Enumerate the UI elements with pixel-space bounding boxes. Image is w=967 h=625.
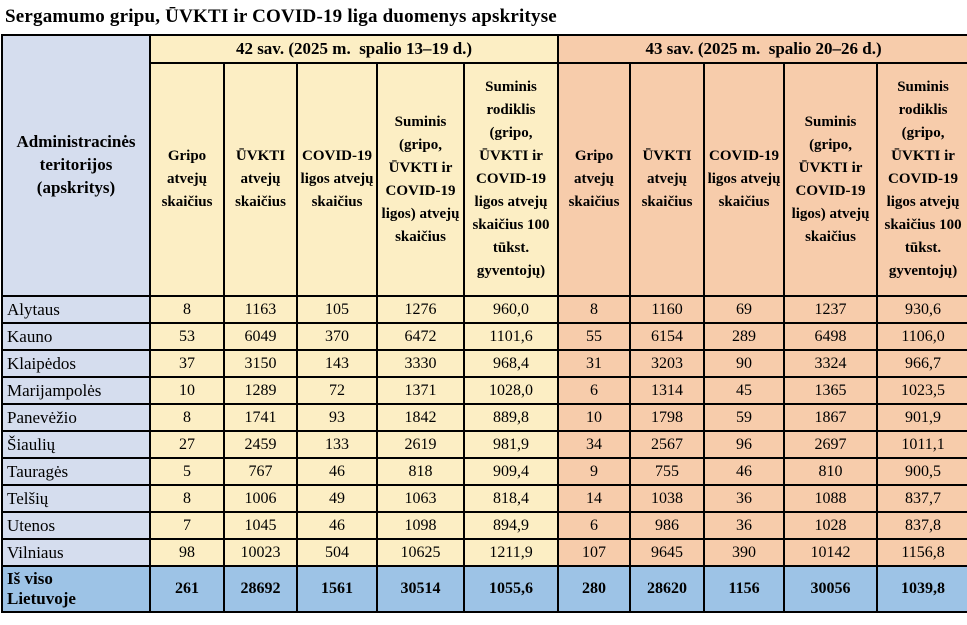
cell: 10023 (224, 539, 297, 566)
cell: 5 (150, 458, 224, 485)
cell: 10625 (377, 539, 464, 566)
cell: 8 (150, 404, 224, 431)
cell: 837,7 (877, 485, 967, 512)
cell: 1028 (784, 512, 877, 539)
table-row-siauliu (2, 431, 967, 458)
cell: 889,8 (464, 404, 558, 431)
total-cell: 261 (150, 566, 224, 612)
total-cell: 30056 (784, 566, 877, 612)
cell: 1156,8 (877, 539, 967, 566)
cell: 1106,0 (877, 323, 967, 350)
cell: 900,5 (877, 458, 967, 485)
cell: 34 (558, 431, 630, 458)
total-cell: 1156 (704, 566, 784, 612)
region-name-cell: Klaipėdos (2, 350, 150, 377)
cell: 90 (704, 350, 784, 377)
cell: 93 (297, 404, 377, 431)
week-group-header-row (2, 35, 967, 63)
cell: 72 (297, 377, 377, 404)
total-cell: 1039,8 (877, 566, 967, 612)
header-w42-suminis: Suminis (gripo, ŪVKTI ir COVID-19 ligos) atvejų skaičius (377, 63, 464, 296)
total-label-cell (2, 566, 150, 612)
cell: 9645 (630, 539, 704, 566)
cell: 1741 (224, 404, 297, 431)
cell: 105 (297, 296, 377, 323)
cell: 1371 (377, 377, 464, 404)
table-row-vilniaus (2, 539, 967, 566)
cell: 98 (150, 539, 224, 566)
cell: 8 (558, 296, 630, 323)
cell: 53 (150, 323, 224, 350)
region-name-cell: Šiaulių (2, 431, 150, 458)
cell: 36 (704, 485, 784, 512)
region-name-cell: Marijampolės (2, 377, 150, 404)
cell: 8 (150, 296, 224, 323)
cell: 7 (150, 512, 224, 539)
cell: 1276 (377, 296, 464, 323)
cell: 2619 (377, 431, 464, 458)
total-cell: 1561 (297, 566, 377, 612)
cell: 1006 (224, 485, 297, 512)
cell: 3150 (224, 350, 297, 377)
cell: 1101,6 (464, 323, 558, 350)
table-row-taurages (2, 458, 967, 485)
cell: 1289 (224, 377, 297, 404)
region-name-cell: Kauno (2, 323, 150, 350)
cell: 9 (558, 458, 630, 485)
region-name-cell: Panevėžio (2, 404, 150, 431)
total-cell: 280 (558, 566, 630, 612)
cell: 46 (297, 512, 377, 539)
cell: 810 (784, 458, 877, 485)
cell: 1023,5 (877, 377, 967, 404)
cell: 14 (558, 485, 630, 512)
cell: 960,0 (464, 296, 558, 323)
header-w43-gripo: Gripo atvejų skaičius (558, 63, 630, 296)
cell: 6154 (630, 323, 704, 350)
total-row (2, 566, 967, 612)
cell: 1842 (377, 404, 464, 431)
cell: 1088 (784, 485, 877, 512)
table-row-klaipedos (2, 350, 967, 377)
table-row-marijampoles (2, 377, 967, 404)
table-row-kauno (2, 323, 967, 350)
cell: 1798 (630, 404, 704, 431)
cell: 6 (558, 377, 630, 404)
cell: 36 (704, 512, 784, 539)
cell: 1237 (784, 296, 877, 323)
total-cell: 28620 (630, 566, 704, 612)
cell: 10 (150, 377, 224, 404)
cell: 1011,1 (877, 431, 967, 458)
cell: 3324 (784, 350, 877, 377)
cell: 1163 (224, 296, 297, 323)
cell: 143 (297, 350, 377, 377)
cell: 31 (558, 350, 630, 377)
cell: 3330 (377, 350, 464, 377)
cell: 10142 (784, 539, 877, 566)
cell: 289 (704, 323, 784, 350)
cell: 894,9 (464, 512, 558, 539)
cell: 107 (558, 539, 630, 566)
region-name-cell: Alytaus (2, 296, 150, 323)
cell: 370 (297, 323, 377, 350)
cell: 968,4 (464, 350, 558, 377)
cell: 966,7 (877, 350, 967, 377)
region-name-cell: Utenos (2, 512, 150, 539)
cell: 96 (704, 431, 784, 458)
header-w42-covid: COVID-19 ligos atvejų skaičius (297, 63, 377, 296)
total-cell: 30514 (377, 566, 464, 612)
cell: 2697 (784, 431, 877, 458)
total-cell: 28692 (224, 566, 297, 612)
cell: 1365 (784, 377, 877, 404)
cell: 930,6 (877, 296, 967, 323)
cell: 981,9 (464, 431, 558, 458)
cell: 46 (297, 458, 377, 485)
cell: 37 (150, 350, 224, 377)
header-w43-suminis: Suminis (gripo, ŪVKTI ir COVID-19 ligos) atvejų skaičius (784, 63, 877, 296)
header-w42-rodiklis: Suminis rodiklis (gripo, ŪVKTI ir COVID-19 ligos atvejų skaičius 100 tūkst. gyventojų) (464, 63, 558, 296)
cell: 6472 (377, 323, 464, 350)
cell: 901,9 (877, 404, 967, 431)
page-title: Sergamumo gripu, ŪVKTI ir COVID-19 liga duomenys apskrityse (5, 6, 557, 27)
cell: 2459 (224, 431, 297, 458)
table-row-panevezio (2, 404, 967, 431)
cell: 1314 (630, 377, 704, 404)
cell: 45 (704, 377, 784, 404)
header-w43-rodiklis: Suminis rodiklis (gripo, ŪVKTI ir COVID-19 ligos atvejų skaičius 100 tūkst. gyventojų) (877, 63, 967, 296)
statistics-table (1, 34, 967, 613)
cell: 1211,9 (464, 539, 558, 566)
cell: 1038 (630, 485, 704, 512)
header-w42-uvkti: ŪVKTI atvejų skaičius (224, 63, 297, 296)
cell: 818,4 (464, 485, 558, 512)
cell: 818 (377, 458, 464, 485)
total-cell: 1055,6 (464, 566, 558, 612)
table-row-telsiu (2, 485, 967, 512)
cell: 69 (704, 296, 784, 323)
cell: 767 (224, 458, 297, 485)
cell: 6049 (224, 323, 297, 350)
region-name-cell: Telšių (2, 485, 150, 512)
cell: 1160 (630, 296, 704, 323)
header-w43-uvkti: ŪVKTI atvejų skaičius (630, 63, 704, 296)
cell: 755 (630, 458, 704, 485)
cell: 8 (150, 485, 224, 512)
table-row-utenos (2, 512, 967, 539)
cell: 1063 (377, 485, 464, 512)
region-name-cell: Tauragės (2, 458, 150, 485)
cell: 27 (150, 431, 224, 458)
cell: 909,4 (464, 458, 558, 485)
cell: 3203 (630, 350, 704, 377)
cell: 1098 (377, 512, 464, 539)
cell: 2567 (630, 431, 704, 458)
cell: 10 (558, 404, 630, 431)
region-name-cell: Vilniaus (2, 539, 150, 566)
corner-header-cell: Administracinės teritorijos (apskritys) (2, 35, 150, 296)
header-w43-covid: COVID-19 ligos atvejų skaičius (704, 63, 784, 296)
cell: 390 (704, 539, 784, 566)
cell: 133 (297, 431, 377, 458)
cell: 504 (297, 539, 377, 566)
table-row-alytaus (2, 296, 967, 323)
week42-group-header: 42 sav. (2025 m. spalio 13–19 d.) (150, 35, 558, 63)
cell: 55 (558, 323, 630, 350)
cell: 59 (704, 404, 784, 431)
cell: 986 (630, 512, 704, 539)
cell: 837,8 (877, 512, 967, 539)
week43-group-header: 43 sav. (2025 m. spalio 20–26 d.) (558, 35, 967, 63)
cell: 1867 (784, 404, 877, 431)
cell: 1028,0 (464, 377, 558, 404)
cell: 46 (704, 458, 784, 485)
cell: 49 (297, 485, 377, 512)
cell: 6498 (784, 323, 877, 350)
header-w42-gripo: Gripo atvejų skaičius (150, 63, 224, 296)
cell: 6 (558, 512, 630, 539)
total-label: Iš viso Lietuvoje (7, 569, 76, 608)
cell: 1045 (224, 512, 297, 539)
